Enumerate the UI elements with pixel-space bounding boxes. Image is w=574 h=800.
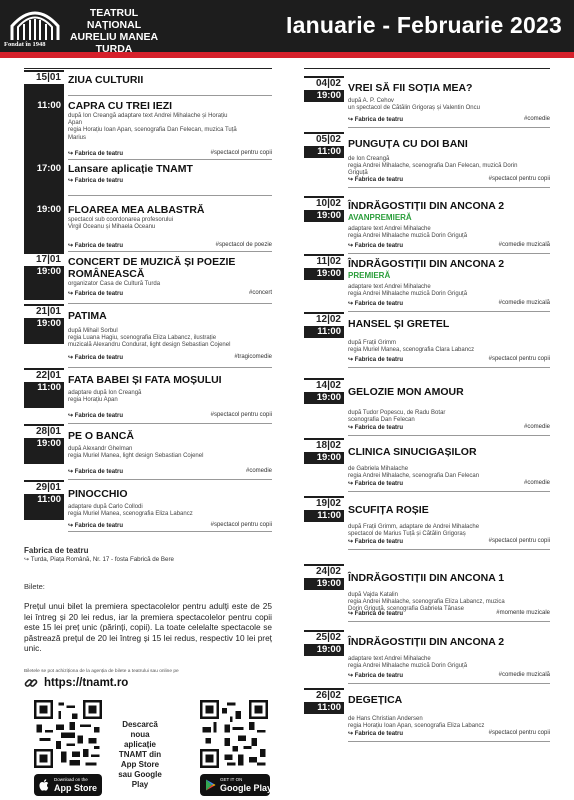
event-time: 19:00 [316, 392, 341, 403]
event-time: 19:00 [36, 438, 61, 449]
event-time: 19:00 [316, 578, 341, 589]
event-date: 29|01 [24, 482, 64, 494]
qr-code-appstore[interactable] [34, 700, 102, 768]
app-store-badge[interactable]: Download on the App Store [34, 774, 102, 796]
venue-arrow-icon: ↪ [348, 539, 354, 545]
event-genre-tag: #momente muzicale [496, 610, 550, 616]
event-title: PINOCCHIO [68, 488, 128, 500]
event-block [24, 252, 272, 304]
event-date: 12|02 [304, 314, 344, 326]
event-details [348, 716, 484, 730]
event-venue: ↪ Fabrica de teatru [68, 291, 124, 297]
event-date: 05|02 [304, 134, 344, 146]
event-details [348, 466, 479, 480]
detail-line: adaptare text Andrei Mihalache [348, 656, 431, 662]
event-venue: ↪ Fabrica de teatru [348, 301, 404, 307]
event-venue: ↪ Fabrica de teatru [348, 539, 404, 545]
event-time: 19:00 [316, 268, 341, 279]
detail-line: după Ion Creangă adaptare text Andrei Mihalache și Horațiu [68, 113, 228, 119]
apple-icon [39, 779, 50, 791]
detail-line: adaptare text Andrei Mihalache [348, 226, 431, 232]
event-venue: ↪ Fabrica de teatru [68, 523, 124, 529]
event-block [304, 564, 550, 622]
event-separator [68, 531, 272, 532]
event-block [304, 438, 550, 492]
event-venue: ↪ Fabrica de teatru [348, 177, 404, 183]
event-separator [348, 491, 550, 492]
detail-line: regia Muriel Manea, light design Sebastian Cojenel [68, 453, 204, 460]
event-venue: ↪ Fabrica de teatru [68, 355, 124, 361]
event-time: 11:00 [37, 494, 61, 505]
event-time: 19:00 [36, 266, 61, 277]
event-date: 10|02 [304, 198, 344, 210]
event-title: PUNGUȚA CU DOI BANI [348, 138, 468, 150]
detail-line: regia Horațiu Apan [68, 397, 118, 404]
venue-info-label: Fabrica de teatru [24, 546, 89, 555]
venue-arrow-icon: ↪ [348, 243, 354, 249]
event-date: 18|02 [304, 440, 344, 452]
detail-line: regia Muriel Manea, scenografia Clara Labancz [348, 347, 475, 354]
event-venue: ↪ Fabrica de teatru [348, 673, 404, 679]
event-date: 04|02 [304, 78, 344, 90]
event-subtitle: PREMIERĂ [348, 271, 391, 280]
venue-arrow-icon: ↪ [348, 425, 354, 431]
venue-arrow-icon: ↪ [68, 151, 74, 157]
detail-line: regia Muriel Manea, scenografia Eliza Labancz [68, 511, 193, 518]
event-genre-tag: #concert [248, 290, 272, 296]
detail-line: Apan [68, 120, 83, 127]
event-details [348, 340, 474, 354]
event-details [68, 113, 237, 142]
event-genre-tag: #spectacol pentru copii [210, 522, 272, 528]
event-venue: ↪ Fabrica de teatru [68, 178, 124, 184]
event-venue: ↪ Fabrica de teatru [348, 425, 404, 431]
detail-line: de Ion Creangă [348, 156, 390, 162]
event-block [304, 630, 550, 684]
event-block [304, 378, 550, 436]
event-time: 19:00 [36, 204, 61, 215]
event-title: PATIMA [68, 310, 107, 322]
detail-line: regia Andrei Mihalache, scenografia Dan Felecan [348, 473, 480, 480]
event-block [24, 304, 272, 368]
event-block [304, 76, 550, 128]
venue-arrow-icon: ↪ [348, 177, 354, 183]
detail-line: Dorin Griguță, scenografia Gabriela Tănase [348, 606, 464, 613]
event-block [304, 254, 550, 312]
event-details [348, 524, 479, 538]
event-time: 19:00 [36, 318, 61, 329]
event-date: 14|02 [304, 380, 344, 392]
event-genre-tag: #spectacol de poezie [215, 242, 272, 248]
venue-arrow-icon: ↪ [68, 523, 74, 529]
event-block [304, 312, 550, 368]
event-title: ÎNDRĂGOSTIȚII DIN ANCONA 2 [348, 636, 505, 648]
left-program-column [24, 68, 272, 548]
event-genre-tag: #comedie [523, 116, 550, 122]
event-separator [348, 367, 550, 368]
event-date: 22|01 [24, 370, 64, 382]
right-program-column [304, 68, 550, 768]
event-block [24, 368, 272, 424]
event-block [24, 70, 272, 96]
detail-line: Griguță [348, 170, 368, 177]
detail-line: spectacol sub coordonarea profesorului [68, 217, 174, 223]
event-date: 21|01 [24, 306, 64, 318]
detail-line: regia Luana Hagiu, scenografia Eliza Labancz, ilustrație [68, 335, 217, 342]
detail-line: de Gabriela Mihalache [348, 466, 409, 472]
event-title: HANSEL ȘI GRETEL [348, 318, 450, 330]
event-time: 19:00 [316, 452, 341, 463]
event-venue: ↪ Fabrica de teatru [348, 117, 404, 123]
venue-arrow-icon: ↪ [68, 469, 74, 475]
venue-arrow-icon: ↪ [68, 413, 74, 419]
event-genre-tag: #comedie [523, 480, 550, 486]
event-title: ZIUA CULTURII [68, 74, 144, 86]
event-title: FATA BABEI ȘI FATA MOȘULUI [68, 374, 222, 386]
column-top-rule [24, 68, 272, 69]
event-genre-tag: #comedie muzicală [498, 300, 550, 306]
venue-arrow-icon: ↪ [348, 673, 354, 679]
detail-line: un spectacol de Cătălin Grigoraș și Valentin Oncu [348, 105, 480, 112]
event-genre-tag: #tragicomedie [234, 354, 272, 360]
detail-line: după Frații Grimm [348, 340, 397, 346]
event-time: 11:00 [317, 510, 341, 521]
detail-line: regia Andrei Mihalache muzică Dorin Griguță [348, 233, 468, 240]
venue-address: ↪ Turda, Piața Română, Nr. 17 - fosta Fabrică de Bere [24, 556, 174, 563]
detail-line: adaptare text Andrei Mihalache [348, 284, 431, 290]
event-separator [348, 741, 550, 742]
event-block [304, 196, 550, 254]
event-details [348, 226, 467, 240]
detail-line: spectacol de Marius Tuță și Cătălin Grigoraș [348, 531, 466, 538]
event-block [24, 196, 272, 252]
event-title: CAPRA CU TREI IEZI [68, 100, 173, 112]
event-genre-tag: #spectacol pentru copii [488, 538, 550, 544]
event-details [68, 328, 230, 350]
venue-arrow-icon: ↪ [348, 117, 354, 123]
event-date: 11|02 [304, 256, 344, 268]
event-details [348, 284, 467, 298]
event-block [304, 688, 550, 742]
detail-line: după Alexandr Ghelman [68, 446, 133, 452]
event-title: ÎNDRĂGOSTIȚII DIN ANCONA 1 [348, 572, 505, 584]
event-venue: ↪ Fabrica de teatru [348, 611, 404, 617]
event-details [68, 281, 160, 288]
venue-arrow-icon: ↪ [68, 291, 74, 297]
google-play-badge[interactable]: GET IT ON Google Play [200, 774, 270, 796]
event-venue: ↪ Fabrica de teatru [68, 469, 124, 475]
venue-arrow-icon: ↪ [348, 731, 354, 737]
link-icon [24, 676, 38, 690]
event-separator [348, 435, 550, 436]
event-date: 28|01 [24, 426, 64, 438]
detail-line: scenografia Dan Felecan [348, 417, 415, 424]
event-venue: ↪ Fabrica de teatru [68, 243, 124, 249]
detail-line: după Tudor Popescu, de Radu Botar [348, 410, 446, 416]
event-genre-tag: #comedie muzicală [498, 672, 550, 678]
event-venue: ↪ Fabrica de teatru [348, 481, 404, 487]
tickets-label: Bilete: [24, 582, 45, 591]
event-title: FLOAREA MEA ALBASTRĂ [68, 204, 205, 216]
detail-line: după Frații Grimm, adaptare de Andrei Mihalache [348, 524, 480, 530]
venue-arrow-icon: ↪ [68, 178, 74, 184]
event-date: 17|01 [24, 254, 64, 266]
qr-code-googleplay[interactable] [200, 700, 268, 768]
google-play-icon [205, 779, 216, 791]
event-title: SCUFIȚA ROȘIE [348, 504, 429, 516]
event-separator [348, 127, 550, 128]
event-time: 11:00 [37, 382, 61, 393]
event-time: 19:00 [316, 644, 341, 655]
event-time: 11:00 [37, 100, 61, 111]
detail-line: regia Andrei Mihalache muzică Dorin Griguță [348, 663, 468, 670]
event-genre-tag: #spectacol pentru copii [488, 176, 550, 182]
detail-line: după Vajda Katalin [348, 592, 398, 598]
detail-line: regia Andrei Mihalache, scenografia Dan Felecan, muzică Dorin [348, 163, 518, 170]
event-genre-tag: #comedie muzicală [498, 242, 550, 248]
venue-arrow-icon: ↪ [348, 481, 354, 487]
detail-line: Marius [68, 134, 87, 141]
event-time: 11:00 [317, 146, 341, 157]
event-date: 26|02 [304, 690, 344, 702]
column-top-rule [304, 68, 550, 69]
event-subtitle: AVANPREMIERĂ [348, 213, 412, 222]
event-time: 11:00 [317, 326, 341, 337]
event-title: ÎNDRĂGOSTIȚII DIN ANCONA 2 AVANPREMIERĂ [348, 200, 548, 224]
detail-line: de Hans Christian Andersen [348, 716, 423, 722]
event-details [68, 446, 203, 460]
detail-line: muzicală Alexandru Condurat, light design Sebastian Cojenel [68, 342, 231, 349]
event-genre-tag: #comedie [245, 468, 272, 474]
event-date: 24|02 [304, 566, 344, 578]
event-title: PE O BANCĂ [68, 430, 134, 442]
event-date: 19|02 [304, 498, 344, 510]
download-app-text: Descarcă noua aplicație TNAMT din App Store sau Google Play [118, 720, 162, 789]
venue-arrow-icon: ↪ [68, 243, 74, 249]
founded-label: Fondat în 1948 [4, 41, 46, 48]
event-time: 19:00 [316, 210, 341, 221]
event-title: GELOZIE MON AMOUR [348, 386, 464, 398]
event-separator [348, 621, 550, 622]
event-details [68, 217, 173, 231]
event-title: DEGEȚICA [348, 694, 403, 706]
event-block [24, 160, 272, 196]
tickets-price-text: Prețul unui bilet la premiera spectacolelor pentru adulți este de 25 lei întreg și 20 lei redus, iar la premiera spectacolelor pentru copii este 15 lei preț unic (părinți, copii). La toate celelalte spectacole se păstrează prețul de 20 lei întreg și 15 lei redus, respectiv 10 lei preț unic. [24, 601, 272, 653]
event-separator [348, 549, 550, 550]
detail-line: regia Horațiu Ioan Apan, scenografia Dan Felecan, muzica Tuță [68, 127, 237, 134]
event-date: 25|02 [304, 632, 344, 644]
organization-name: TEATRUL NAȚIONAL AURELIU MANEA TURDA [69, 7, 159, 55]
detail-line: după A. P. Cehov [348, 98, 394, 104]
detail-line: după Mihail Sorbul [68, 328, 118, 334]
event-block [304, 132, 550, 188]
event-details [68, 390, 141, 404]
event-genre-tag: #spectacol pentru copii [210, 150, 272, 156]
event-title: Lansare aplicație TNAMT [68, 163, 193, 175]
event-block [24, 480, 272, 532]
event-separator [348, 683, 550, 684]
event-venue: ↪ Fabrica de teatru [348, 357, 404, 363]
theatre-logo-icon [8, 6, 62, 42]
event-time: 11:00 [317, 702, 341, 713]
event-separator [348, 187, 550, 188]
event-details [348, 410, 445, 424]
event-block [304, 496, 550, 550]
event-time: 17:00 [36, 163, 61, 174]
page-title: Ianuarie - Februarie 2023 [285, 12, 562, 38]
event-genre-tag: #spectacol pentru copii [488, 356, 550, 362]
detail-line: organizator Casa de Cultură Turda [68, 281, 161, 287]
detail-line: Virgil Oceanu și Mihaela Oceanu [68, 224, 156, 231]
event-title: CLINICA SINUCIGAȘILOR [348, 446, 477, 458]
detail-line: adaptare după Ion Creangă [68, 390, 142, 396]
event-details [348, 98, 480, 112]
event-venue: ↪ Fabrica de teatru [348, 243, 404, 249]
event-details [68, 504, 193, 518]
venue-arrow-icon: ↪ [348, 611, 354, 617]
event-title: VREI SĂ FII SOȚIA MEA? [348, 82, 473, 94]
event-genre-tag: #spectacol pentru copii [488, 730, 550, 736]
event-block [24, 96, 272, 160]
detail-line: regia Horațiu Ioan Apan, scenografia Eliza Labancz [348, 723, 485, 730]
event-time: 19:00 [316, 90, 341, 101]
event-venue: ↪ Fabrica de teatru [68, 413, 124, 419]
event-details [348, 656, 467, 670]
detail-line: regia Andrei Mihalache, scenografia Eliza Labancz, muzica [348, 599, 505, 606]
event-venue: ↪ Fabrica de teatru [68, 151, 124, 157]
venue-arrow-icon: ↪ [68, 355, 74, 361]
event-date: 15|01 [24, 72, 64, 84]
event-genre-tag: #comedie [523, 424, 550, 430]
event-block [24, 424, 272, 480]
tickets-small-note: Biletele se pot achiziționa de la agenția de bilete a teatrului sau online pe [24, 669, 179, 674]
venue-arrow-icon: ↪ [348, 301, 354, 307]
website-link[interactable]: https://tnamt.ro [44, 677, 129, 689]
venue-arrow-icon: ↪ [348, 357, 354, 363]
detail-line: regia Andrei Mihalache muzică Dorin Griguță [348, 291, 468, 298]
event-venue: ↪ Fabrica de teatru [348, 731, 404, 737]
event-title: ÎNDRĂGOSTIȚII DIN ANCONA 2 PREMIERĂ [348, 258, 548, 282]
event-title: CONCERT DE MUZICĂ ȘI POEZIE ROMÂNEASCĂ [68, 256, 236, 280]
event-genre-tag: #spectacol pentru copii [210, 412, 272, 418]
event-details [348, 156, 517, 178]
detail-line: adaptare după Carlo Collodi [68, 504, 143, 510]
